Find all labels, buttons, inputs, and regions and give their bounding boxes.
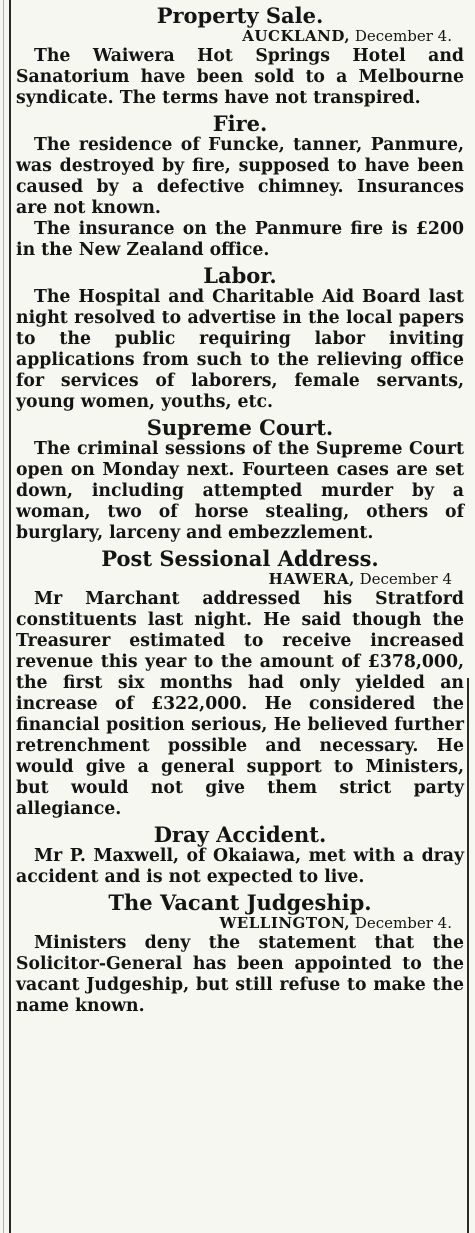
dateline-date: December 4 xyxy=(359,570,452,588)
paragraph: The Waiwera Hot Springs Hotel and Sanatorium have been sold to a Melbourne syndicate. The terms have not transpired. xyxy=(16,46,464,108)
dateline-date: December 4. xyxy=(354,27,452,45)
article-property-sale xyxy=(16,4,464,109)
paragraph: The residence of Funcke, tanner, Panmure, was destroyed by fire, supposed to have been caused by a defective chimney. Insurances are not known. xyxy=(16,135,464,218)
headline: The Vacant Judgeship. xyxy=(108,890,372,915)
paragraph: The Hospital and Charitable Aid Board last night resolved to advertise in the local papers to the public requiring labor inviting applications from such to the relieving office for services of laborers, female servants, young women, youths, etc. xyxy=(16,287,464,412)
column-rule-left xyxy=(9,0,11,1233)
paragraph: The criminal sessions of the Supreme Court open on Monday next. Fourteen cases are set down, including attempted murder by a woman, two of horse stealing, others of burglary, larceny and embezzlement. xyxy=(16,439,464,543)
headline: Dray Accident. xyxy=(153,822,327,847)
paragraph: Mr Marchant addressed his Stratford constituents last night. He said though the Treasurer estimated to receive increased revenue this year to the amount of £378,000, the first six months had only yielded an increase of £322,000. He considered the financial position serious, He believed further retrenchment possible and necessary. He would give a general support to Ministers, but would not give them strict party allegiance. xyxy=(16,589,464,819)
article-labor xyxy=(16,264,464,413)
article-dray-accident xyxy=(16,823,464,888)
newspaper-column xyxy=(16,4,464,1017)
paragraph: The insurance on the Panmure fire is £200 in the New Zealand office. xyxy=(16,219,464,260)
article-supreme-court xyxy=(16,416,464,544)
dateline-place: WELLINGTON, xyxy=(219,914,351,932)
article-fire xyxy=(16,112,464,261)
headline: Post Sessional Address. xyxy=(101,546,379,571)
column-rule-right xyxy=(467,678,469,1233)
dateline xyxy=(16,914,464,933)
dateline-place: AUCKLAND, xyxy=(242,27,351,45)
article-vacant-judgeship xyxy=(16,891,464,1017)
headline: Fire. xyxy=(212,111,268,136)
dateline xyxy=(16,27,464,46)
headline: Labor. xyxy=(203,263,277,288)
paragraph: Mr P. Maxwell, of Okaiawa, met with a dray accident and is not expected to live. xyxy=(16,846,464,887)
dateline-date: December 4. xyxy=(354,914,452,932)
headline: Supreme Court. xyxy=(146,415,334,440)
paragraph: Ministers deny the statement that the Solicitor-General has been appointed to the vacant Judgeship, but still refuse to make the name known. xyxy=(16,933,464,1016)
dateline xyxy=(16,570,464,589)
article-post-sessional-address xyxy=(16,547,464,820)
dateline-place: HAWERA, xyxy=(268,570,355,588)
column-rule-faint xyxy=(3,0,4,1233)
headline: Property Sale. xyxy=(156,3,324,28)
